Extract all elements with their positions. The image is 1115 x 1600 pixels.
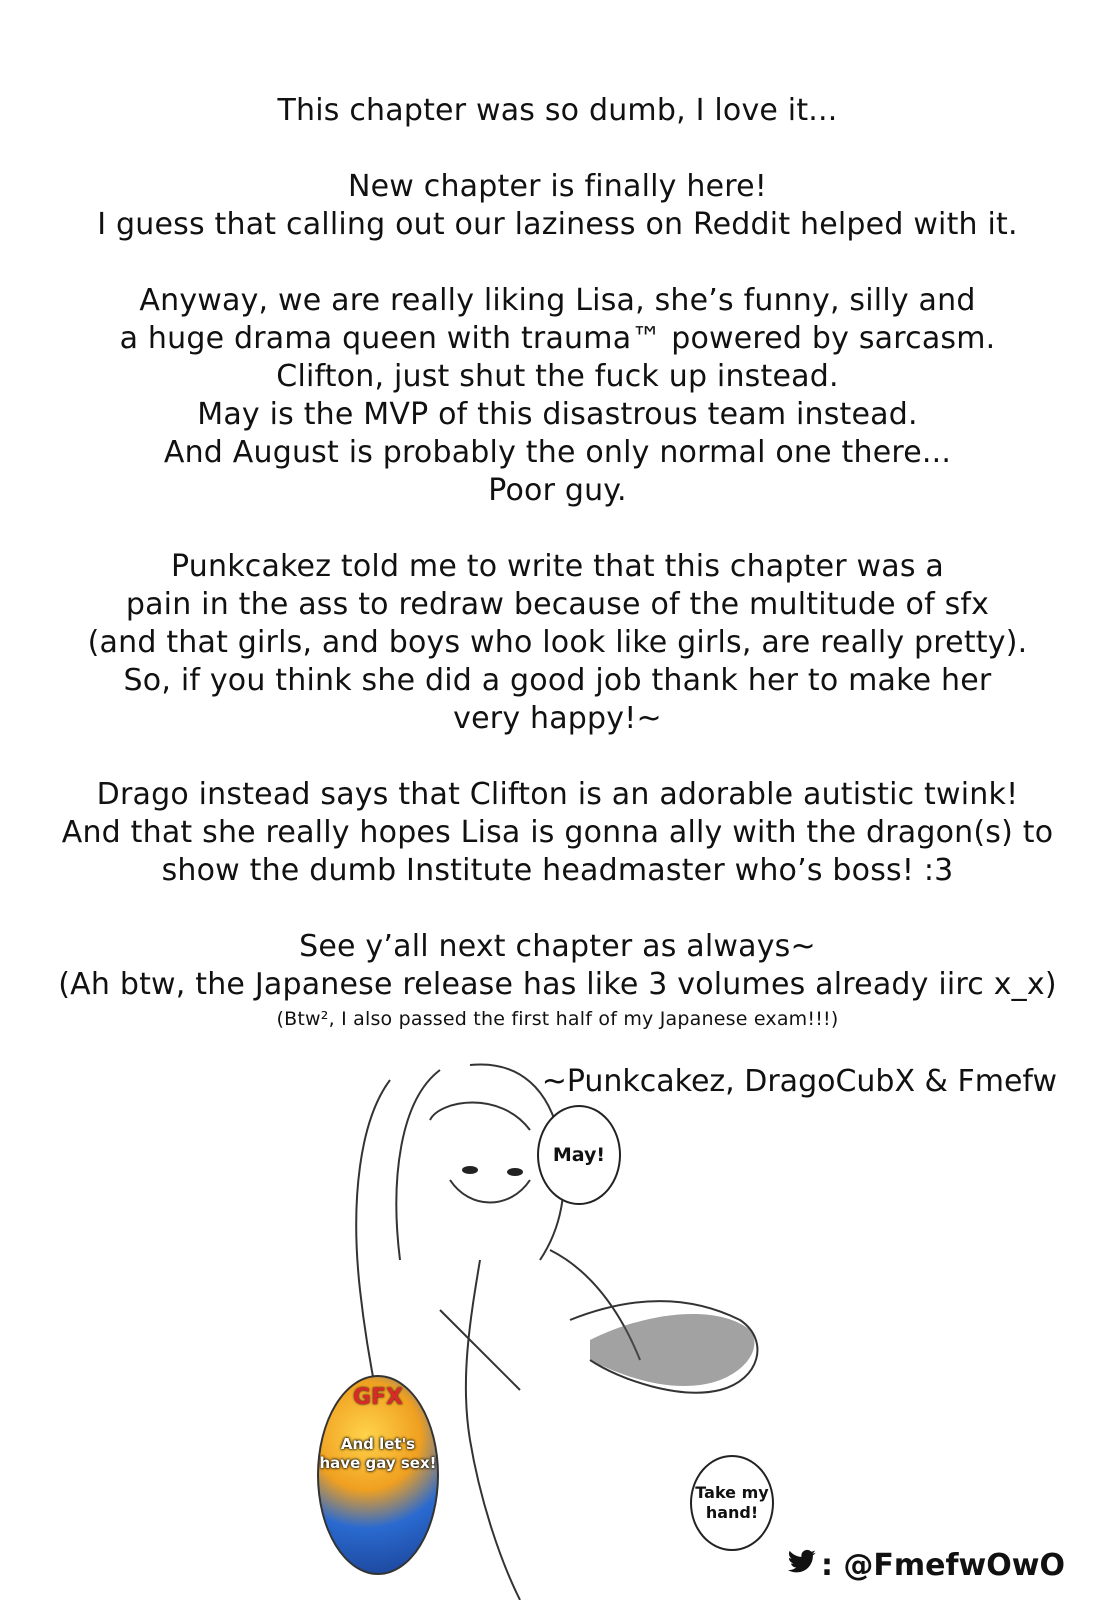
note-line: So, if you think she did a good job thank her to make her — [123, 663, 992, 698]
note-line: Anyway, we are really liking Lisa, she’s funny, silly and — [139, 283, 976, 318]
note-paragraph — [40, 776, 1075, 890]
note-line: May is the MVP of this disastrous team instead. — [197, 397, 918, 432]
note-line: very happy!~ — [453, 701, 662, 736]
note-paragraph — [40, 282, 1075, 510]
note-line: And August is probably the only normal one there... — [163, 435, 952, 470]
note-line: (and that girls, and boys who look like girls, are really pretty). — [87, 625, 1028, 660]
signature: ~Punkcakez, DragoCubX & Fmefw — [541, 1064, 1057, 1099]
note-line: See y’all next chapter as always~ — [299, 929, 816, 964]
note-line: And that she really hopes Lisa is gonna ally with the dragon(s) to — [61, 815, 1054, 850]
note-line: pain in the ass to redraw because of the multitude of sfx — [125, 587, 990, 622]
twitter-bird-icon — [787, 1548, 817, 1583]
gfx-sticker — [317, 1375, 439, 1575]
note-paragraph — [40, 168, 1075, 244]
note-line: Clifton, just shut the fuck up instead. — [276, 359, 839, 394]
note-line: Drago instead says that Clifton is an adorable autistic twink! — [96, 777, 1019, 812]
note-line: (Ah btw, the Japanese release has like 3 volumes already iirc x_x) — [58, 967, 1057, 1002]
note-line: a huge drama queen with trauma™ powered by sarcasm. — [119, 321, 996, 356]
translator-note — [40, 92, 1075, 1032]
speech-bubble-take-my-hand: Take my hand! — [690, 1455, 774, 1551]
note-paragraph — [40, 92, 1075, 130]
speech-bubble-may: May! — [537, 1105, 621, 1205]
note-line: New chapter is finally here! — [348, 169, 767, 204]
note-line: I guess that calling out our laziness on Reddit helped with it. — [97, 207, 1018, 242]
twitter-handle[interactable]: : @FmefwOwO — [820, 1548, 1065, 1583]
note-line: show the dumb Institute headmaster who’s boss! :3 — [161, 853, 954, 888]
note-line: Punkcakez told me to write that this chapter was a — [171, 549, 944, 584]
note-paragraph — [40, 928, 1075, 1032]
twitter-credit — [787, 1548, 1065, 1583]
note-line: Poor guy. — [488, 473, 627, 508]
gfx-logo: GFX — [352, 1385, 404, 1410]
note-paragraph — [40, 548, 1075, 738]
note-small-line: (Btw², I also passed the first half of my Japanese exam!!!) — [276, 1008, 839, 1030]
note-line: This chapter was so dumb, I love it... — [277, 93, 838, 128]
sticker-text: And let's have gay sex! — [319, 1435, 437, 1472]
